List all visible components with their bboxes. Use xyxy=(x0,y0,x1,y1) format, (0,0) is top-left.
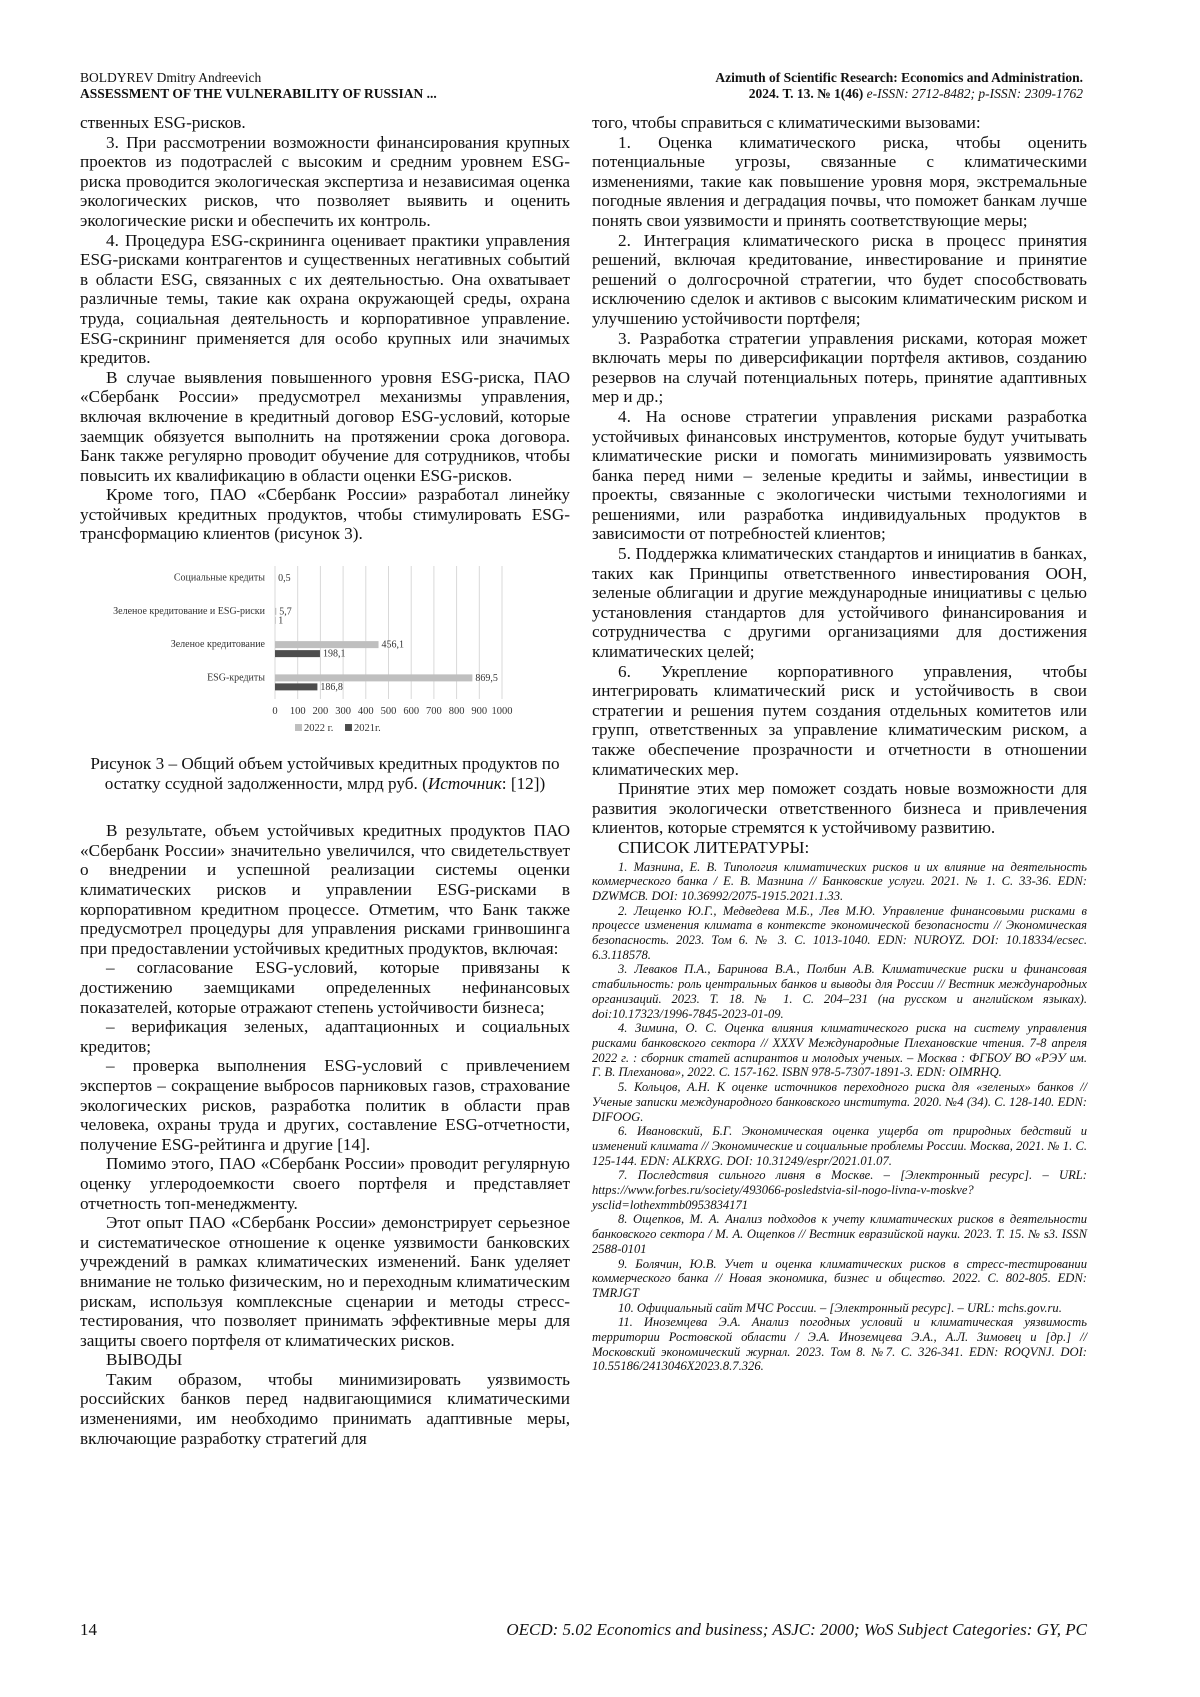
category-label: Зеленое кредитование xyxy=(170,639,265,651)
header-issue: 2024. Т. 13. № 1(46) xyxy=(748,86,864,101)
header-issn: e-ISSN: 2712-8482; p-ISSN: 2309-1762 xyxy=(866,86,1083,101)
paragraph: ственных ESG-рисков. xyxy=(80,113,246,132)
paragraph: Этот опыт ПАО «Сбербанк России» демонстрирует серьезное и систематическое отношение к оценке уязвимости банковских учреждений в рамках климатических изменений. Банк уделяет внимание не только физическим, но и переходным климатическим рискам, используя комплексные сценарии и методы стресс-тестирования, что позволяет принимать эффективные меры для защиты своего портфеля от климатических рисков. xyxy=(80,1213,570,1350)
list-item: 3. Разработка стратегии управления рисками, которая может включать меры по диверсификации портфеля активов, созданию резервов на случай потенциальных потерь, принятие адаптивных мер и др.; xyxy=(592,328,1087,407)
legend-swatch xyxy=(345,724,352,731)
reference-item: 6. Ивановский, Б.Г. Экономическая оценка ущерба от природных бедствий и изменений климата // Экономические и социальные проблемы России. Москва, 2021. № 1. С. 125-144. EDN: ALKRXG. DOI: 10.31249/espr/2021.01.07. xyxy=(592,1124,1087,1168)
legend-swatch xyxy=(295,724,302,731)
reference-item: 5. Кольцов, А.Н. К оценке источников переходного риска для «зеленых» банков // Ученые записки международного банковского института. 2020. №4 (34). С. 128-140. EDN: DIFOOG. xyxy=(592,1080,1087,1124)
x-tick-label: 800 xyxy=(448,706,465,718)
data-label: 0,5 xyxy=(278,573,291,585)
paragraph: того, чтобы справиться с климатическими вызовами: xyxy=(592,113,981,132)
right-column xyxy=(592,113,1087,1374)
x-tick-label: 500 xyxy=(380,706,397,718)
legend-label: 2021г. xyxy=(354,723,381,735)
list-item: – согласование ESG-условий, которые привязаны к достижению заемщиками определенных нефинансовых показателей, которые отражают степень устойчивости бизнеса; xyxy=(80,958,570,1017)
reference-item: 1. Мазнина, Е. В. Типология климатических рисков и их влияние на деятельность коммерческого банка / Е. В. Мазнина // Банковские услуги. 2021. № 1. С. 33-36. EDN: DZWMCB. DOI: 10.36992/2075-1915.2021.1.33. xyxy=(592,859,1087,903)
x-tick-label: 0 xyxy=(272,706,278,718)
section-heading-conclusions: ВЫВОДЫ xyxy=(106,1350,183,1370)
reference-list xyxy=(592,860,1087,1375)
x-tick-label: 300 xyxy=(335,706,351,718)
caption-source-label: Источник xyxy=(427,773,502,793)
header-journal: Azimuth of Scientific Research: Economics and Administration. xyxy=(715,70,1083,85)
paragraph: 4. Процедура ESG-скрининга оценивает практики управления ESG-рисками контрагентов и существенных негативных событий в области ESG, связанных с их деятельностью. Она охватывает различные темы, такие как охрана окружающей среды, охрана труда, социальная деятельность и корпоративное управление. ESG-скрининг применяется для особо крупных или значимых кредитов. xyxy=(80,230,570,368)
data-label: 198,1 xyxy=(322,648,346,660)
data-label: 869,5 xyxy=(475,672,498,684)
list-item: – проверка выполнения ESG-условий с привлечением экспертов – сокращение выбросов парниковых газов, страхование экологических рисков, разработка политик в области прав человека, охраны труда и других, составление ESG-отчетности, получение ESG-рейтинга и другие [14]. xyxy=(80,1056,570,1154)
header-title: ASSESSMENT OF THE VULNERABILITY OF RUSSIAN ... xyxy=(80,86,437,101)
x-tick-label: 700 xyxy=(426,706,442,718)
bar xyxy=(275,641,379,648)
reference-item: 7. Последствия сильного ливня в Москве. – [Электронный ресурс]. – URL: https://www.forbes.ru/society/493066-posledstvia-sil-nogo-livna-v-moskve?ysclid=lothexmmb0953834171 xyxy=(592,1168,1087,1212)
caption-text: Рисунок 3 – Общий объем устойчивых кредитных продуктов по остатку ссудной задолженности, млрд руб. ( xyxy=(90,754,560,793)
bar xyxy=(275,650,320,657)
left-column xyxy=(80,113,570,1448)
running-header-right xyxy=(543,70,1083,102)
reference-item: 11. Иноземцева Э.А. Анализ погодных условий и климатическая уязвимость территории Ростовской области / Э.А. Иноземцева Э.А., А.Л. Зимовец и [др.] // Московский экономический журнал. 2023. Том 8. №7. С. 326-341. EDN: ROQVNJ. DOI: 10.55186/2413046X2023.8.7.326. xyxy=(592,1315,1087,1374)
list-item: 4. На основе стратегии управления рисками разработка устойчивых финансовых инструментов, которые будут учитывать климатические риски и помогать минимизировать уязвимость банка перед ними – зеленые кредиты и займы, инвестиции в проекты, связанные с экологически чистыми технологиями и решениями, или разработка индивидуальных продуктов в зависимости от потребностей клиентов; xyxy=(592,406,1087,544)
paragraph: В результате, объем устойчивых кредитных продуктов ПАО «Сбербанк России» значительно увеличился, что свидетельствует о внедрении и успешной реализации системы оценки климатических рисков и управлении ESG-рисками в корпоративном кредитном процессе. Отметим, что Банк также предусмотрел процедуры для управления рисками гринвошинга при предоставлении устойчивых кредитных продуктов, включая: xyxy=(80,821,570,958)
category-label: ESG-кредиты xyxy=(207,672,265,684)
reference-item: 8. Ощепков, М. А. Анализ подходов к учету климатических рисков в деятельности банковского сектора / М. А. Ощепков // Вестник евразийской науки. 2023. Т. 15. № s3. ISSN 2588-0101 xyxy=(592,1212,1087,1256)
reference-item: 10. Официальный сайт МЧС России. – [Электронный ресурс]. – URL: mchs.gov.ru. xyxy=(618,1300,1062,1315)
data-label: 456,1 xyxy=(381,639,405,651)
paragraph: Таким образом, чтобы минимизировать уязвимость российских банков перед надвигающимися климатическими изменениями, им необходимо принимать адаптивные меры, включающие разработку стратегий для xyxy=(80,1369,570,1448)
bar xyxy=(275,683,317,690)
category-label: Социальные кредиты xyxy=(173,572,265,584)
bar-chart xyxy=(80,554,570,740)
category-label: Зеленое кредитование и ESG-риски xyxy=(113,605,265,617)
list-item: 6. Укрепление корпоративного управления, чтобы интегрировать климатический риск и устойчивость в свои стратегии и решения путем создания отдельных комитетов или групп, ответственных за управление климатическим риском, а также обеспечение прозрачности и отчетности в отношении климатических мер. xyxy=(592,661,1087,779)
x-tick-label: 600 xyxy=(403,706,420,718)
bar xyxy=(275,608,276,615)
x-tick-label: 400 xyxy=(357,706,374,718)
page-number: 14 xyxy=(80,1620,97,1639)
section-heading-references: СПИСОК ЛИТЕРАТУРЫ: xyxy=(618,837,810,857)
footer-classification: OECD: 5.02 Economics and business; ASJC: 2000; WoS Subject Categories: GY, PC xyxy=(506,1620,1087,1639)
paragraph: 3. При рассмотрении возможности финансирования крупных проектов из подотраслей с высоким и средним уровнем ESG-риска проводится экологическая экспертиза и независимая оценка экологических рисков, что позволяет выявить и оценить экологические риски и обеспечить их контроль. xyxy=(80,132,570,230)
header-author: BOLDYREV Dmitry Andreevich xyxy=(80,70,262,85)
data-label: 5,7 xyxy=(279,606,292,618)
data-label: 1 xyxy=(278,615,284,627)
paragraph: В случае выявления повышенного уровня ESG-риска, ПАО «Сбербанк России» предусмотрел механизмы управления, включая включение в кредитный договор ESG-условий, которые заемщик обязуется выполнить на протяжении срока договора. Банк также регулярно проводит обучение для сотрудников, чтобы повысить их квалификацию в области оценки ESG-рисков. xyxy=(80,367,570,485)
legend-label: 2022 г. xyxy=(304,723,334,735)
list-item: 1. Оценка климатического риска, чтобы оценить потенциальные угрозы, связанные с климатическими изменениями, такие как повышение уровня моря, экстремальные погодные явления и деградация почвы, что поможет банкам лучше понять свои уязвимости и принять соответствующие меры; xyxy=(592,132,1087,230)
list-item: 5. Поддержка климатических стандартов и инициатив в банках, таких как Принципы ответственного инвестирования ООН, зеленые облигации и другие международные инициативы с целью установления стандартов для устойчивого финансирования и сотрудничества с другими организациями для достижения климатических целей; xyxy=(592,544,1087,662)
reference-item: 4. Зимина, О. С. Оценка влияния климатического риска на систему управления рисками банковского сектора // XXXV Международные Плехановские чтения. 7-8 апреля 2022 г. : сборник статей аспирантов и молодых ученых. – Москва : ФГБОУ ВО «РЭУ им. Г. В. Плеханова», 2022. С. 157-162. ISBN 978-5-7307-1891-3. EDN: OIMRHQ. xyxy=(592,1021,1087,1080)
paragraph: Кроме того, ПАО «Сбербанк России» разработал линейку устойчивых кредитных продуктов, чтобы стимулировать ESG-трансформацию клиентов (рисунок 3). xyxy=(80,485,570,544)
x-tick-label: 1000 xyxy=(491,706,513,718)
reference-item: 3. Леваков П.А., Баринова В.А., Полбин А.В. Климатические риски и финансовая стабильность: роль центральных банков и выводы для России // Вестник международных организаций. 2023. Т. 18. № 1. С. 204–231 (на русском и английском языках). doi:10.17323/1996-7845-2023-01-09. xyxy=(592,962,1087,1021)
reference-item: 9. Болячин, Ю.В. Учет и оценка климатических рисков в стресс-тестировании коммерческого банка // Новая экономика, бизнес и общество. 2022. С. 802-805. EDN: TMRJGT xyxy=(592,1256,1087,1300)
paragraph: Принятие этих мер поможет создать новые возможности для развития экологически ответственного бизнеса и привлечения клиентов, которые стремятся к устойчивому развитию. xyxy=(592,779,1087,838)
data-label: 186,8 xyxy=(320,681,343,693)
bar xyxy=(275,674,472,681)
reference-item: 2. Лещенко Ю.Г., Медведева М.Б., Лев М.Ю. Управление финансовыми рисками в процессе изменения климата в контексте экономической безопасности // Экономическая безопасность. 2023. Том 6. № 3. С. 1013-1040. EDN: NUROYZ. DOI: 10.18334/ecsec. 6.3.118578. xyxy=(592,903,1087,962)
list-item: 2. Интеграция климатического риска в процесс принятия решений, включая кредитование, инвестирование и принятие решений о долгосрочной стратегии, что будет способствовать исключению сделок и активов с высоким климатическим риском и улучшению устойчивости портфеля; xyxy=(592,230,1087,328)
x-tick-label: 100 xyxy=(289,706,306,718)
list-item: – верификация зеленых, адаптационных и социальных кредитов; xyxy=(80,1017,570,1056)
caption-source-ref: : [12]) xyxy=(501,773,546,793)
paragraph: Помимо этого, ПАО «Сбербанк России» проводит регулярную оценку углеродоемкости своего портфеля и представляет отчетность топ-менеджменту. xyxy=(80,1154,570,1213)
x-tick-label: 900 xyxy=(471,706,488,718)
figure-3-chart xyxy=(80,554,570,740)
figure-caption xyxy=(80,754,570,793)
x-tick-label: 200 xyxy=(312,706,329,718)
